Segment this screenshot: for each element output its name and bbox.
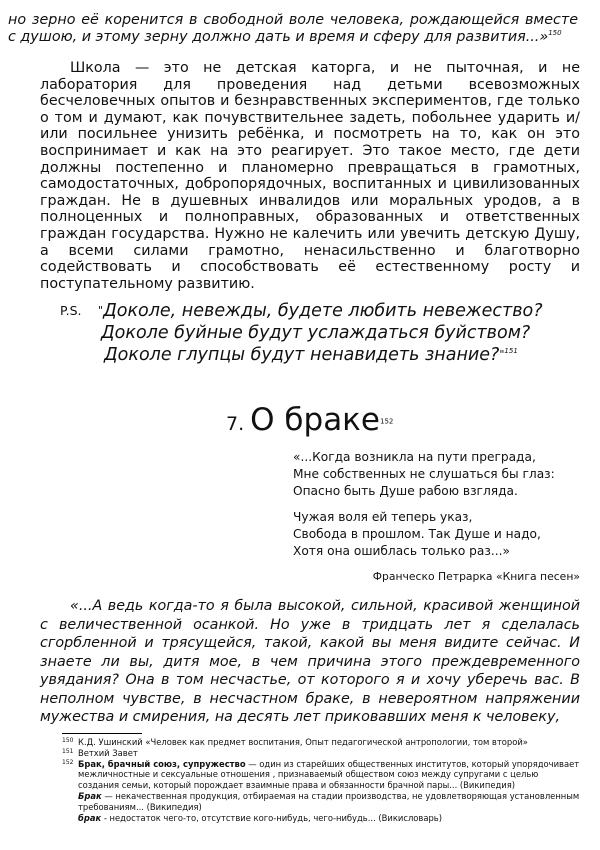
footnote-151 <box>62 748 582 759</box>
footnote-text: К.Д. Ушинский «Человек как предмет воспитания, Опыт педагогической антропологии, том второй» <box>78 737 528 747</box>
epigraph-line: «...Когда возникла на пути преграда, <box>293 450 536 464</box>
ps-quote <box>98 300 588 366</box>
chapter-title: О браке <box>250 402 380 438</box>
footnote-term: брак <box>78 812 102 823</box>
epigraph-line: Свобода в прошлом. Так Душе и надо, <box>293 527 541 541</box>
footnote-term: Брак <box>78 790 102 801</box>
footnote-definition: — один из старейших общественных институтов, который упорядочивает межличностные и сексуальные отношения , признаваемый обществом союз между супругами с целью создания семьи, который порождает взаимные права и обязанности брачной пары... (Википедия) <box>78 758 580 791</box>
story-paragraph-text: «...А ведь когда-то я была высокой, сильной, красивой женщиной с величественной осанкой. Но уже в тридцать лет я сделалась сгорбленной и трясущейся, такой, какой вы меня видите сейчас. И знаете ли вы, дитя мое, в чем причина этого преждевременного увядания? Она в том несчастье, от которого я и хочу уберечь вас. В неполном чувстве, в несчастном браке, в невероятном напряжении мужества и смирения, на десять лет приковавших меня к человеку, <box>40 598 580 725</box>
ps-open-quote: " <box>98 304 104 317</box>
footnote-ref-151[interactable]: 151 <box>504 347 518 356</box>
ps-close-quote: " <box>499 348 505 361</box>
footnotes <box>62 737 582 823</box>
epigraph-stanza-1 <box>293 449 583 500</box>
school-paragraph <box>40 60 580 292</box>
footnote-ref-150[interactable]: 150 <box>548 29 562 38</box>
footnote-divider <box>62 733 142 734</box>
footnote-term: Брак, брачный союз, супружество <box>78 758 246 769</box>
epigraph-source: Франческо Петрарка «Книга песен» <box>372 570 580 583</box>
epigraph-line: Хотя она ошиблась только раз...» <box>293 544 510 558</box>
footnote-definition: — некачественная продукция, отбираемая на стадии производства, не удовлетворяющая установленным требованиям... (Википедия) <box>78 790 580 812</box>
ps-label: P.S. <box>60 303 82 318</box>
school-paragraph-text: Школа — это не детская каторга, и не пыточная, и не лаборатория для проведения над детьми всевозможных бесчеловечных опытов и безнравственных экспериментов, где только о том и думают, как почувствительнее задеть, побольнее ударить и/или посильнее унизить ребёнка, и посмотреть на то, как он это воспринимает и как на это реагирует. Это такое место, где дети должны постепенно и планомерно превращаться в грамотных, самодостаточных, добропорядочных, воспитанных и цивилизованных граждан. Не в душевных инвалидов или моральных уродов, а в полноценных и полноправных, образованных и ответственных граждан государства. Нужно не калечить или увечить детскую Душу, а всеми силами грамотно, ненасильственно и благотворно содействовать и способствовать её естественному росту и поступательному развитию. <box>40 60 580 292</box>
footnote-number: 152 <box>62 758 74 766</box>
chapter-heading <box>226 402 393 438</box>
epigraph-stanza-2 <box>293 509 583 560</box>
epigraph-line: Чужая воля ей теперь указ, <box>293 510 473 524</box>
footnote-150 <box>62 737 582 748</box>
epigraph-line: Опасно быть Душе рабою взгляда. <box>293 484 518 498</box>
footnote-number: 151 <box>62 747 74 755</box>
story-paragraph <box>40 597 580 727</box>
footnote-152 <box>62 759 582 824</box>
epigraph <box>293 449 583 569</box>
top-quote <box>8 12 578 46</box>
footnote-number: 150 <box>62 737 74 744</box>
top-quote-text: но зерно её коренится в свободной воле человека, рождающейся вместе с душою, и этому зерну должно дать и время и сферу для развития...» <box>8 12 578 45</box>
footnote-ref-152[interactable]: 152 <box>379 417 394 426</box>
footnote-definition: - недостаток чего-то, отсутствие кого-нибудь, чего-нибудь... (Викисловарь) <box>101 812 443 823</box>
epigraph-line: Мне собственных не слушаться бы глаз: <box>293 467 555 481</box>
ps-line-2: Доколе буйные будут услаждаться буйством? <box>101 323 531 343</box>
footnote-text: Ветхий Завет <box>78 747 138 758</box>
ps-line-1: Доколе, невежды, будете любить невежество? <box>103 301 543 321</box>
ps-line-3: Доколе глупцы будут ненавидеть знание? <box>104 345 500 365</box>
chapter-number: 7. <box>226 413 245 435</box>
